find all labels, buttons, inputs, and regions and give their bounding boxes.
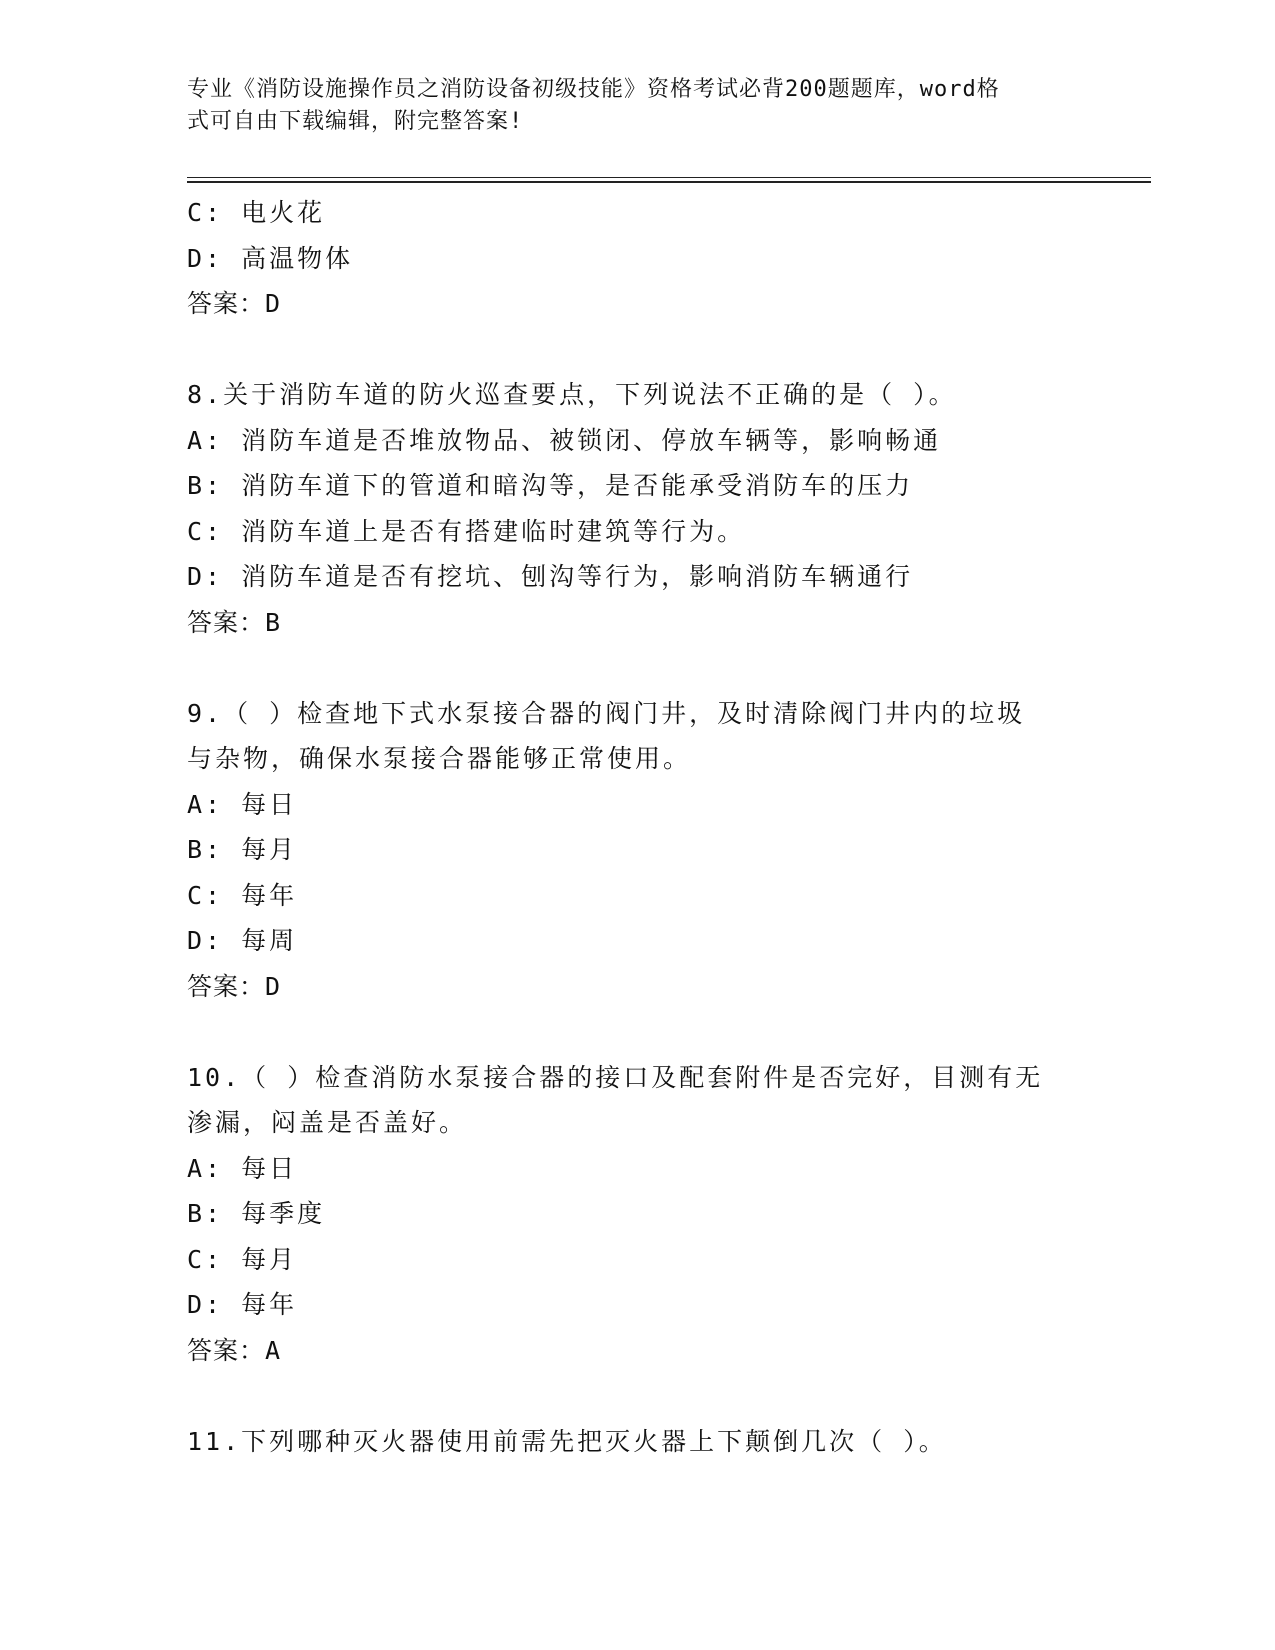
option-c: C: 每年 <box>187 880 298 910</box>
question-stem-continued: 渗漏，闷盖是否盖好。 <box>187 1108 468 1137</box>
answer-value: D <box>265 289 284 318</box>
answer-label: 答案： <box>187 289 266 318</box>
question-10 <box>187 1055 1087 1374</box>
option-a: A: 每日 <box>187 789 298 819</box>
option-a: A: 每日 <box>187 1153 298 1183</box>
answer-line <box>187 600 1087 646</box>
question-gap <box>187 327 1087 373</box>
option-b: B: 每月 <box>187 835 298 864</box>
question-stem: 9.（ ）检查地下式水泵接合器的阀门井，及时清除阀门井内的垃圾 <box>187 698 1026 728</box>
option-d: D: 消防车道是否有挖坑、刨沟等行为，影响消防车辆通行 <box>187 562 914 591</box>
answer-label: 答案： <box>187 607 266 637</box>
answer-label: 答案： <box>187 971 266 1001</box>
option-b: B: 每季度 <box>187 1199 326 1228</box>
document-header <box>187 74 1067 138</box>
option-c: C: 每月 <box>187 1244 298 1274</box>
option-d: D: 高温物体 <box>187 243 354 273</box>
question-gap <box>187 1009 1087 1055</box>
header-rule-thick <box>187 181 1151 183</box>
question-gap <box>187 1373 1087 1419</box>
question-stem: 8.关于消防车道的防火巡查要点，下列说法不正确的是（ ）。 <box>187 380 957 409</box>
question-list <box>187 190 1087 1464</box>
option-b: B: 消防车道下的管道和暗沟等，是否能承受消防车的压力 <box>187 471 914 500</box>
option-d: D: 每周 <box>187 926 298 955</box>
header-line: 专业《消防设施操作员之消防设备初级技能》资格考试必背200题题库，word格 <box>187 77 1000 102</box>
option-a: A: 消防车道是否堆放物品、被锁闭、停放车辆等，影响畅通 <box>187 425 942 455</box>
question-stem: 11.下列哪种灭火器使用前需先把灭火器上下颠倒几次（ ）。 <box>187 1426 947 1456</box>
question-9 <box>187 691 1087 1010</box>
header-line: 式可自由下载编辑，附完整答案! <box>187 109 524 134</box>
answer-line <box>187 281 1087 327</box>
question-gap <box>187 645 1087 691</box>
answer-value: D <box>265 971 284 1001</box>
answer-line <box>187 1328 1087 1374</box>
answer-label: 答案： <box>187 1335 266 1365</box>
answer-value: B <box>265 607 284 637</box>
option-c: C: 电火花 <box>187 198 326 227</box>
question-11 <box>187 1419 1087 1465</box>
answer-line <box>187 964 1087 1010</box>
question-stem: 10.（ ）检查消防水泵接合器的接口及配套附件是否完好，目测有无 <box>187 1062 1044 1092</box>
option-c: C: 消防车道上是否有搭建临时建筑等行为。 <box>187 516 746 546</box>
answer-value: A <box>265 1335 284 1365</box>
option-d: D: 每年 <box>187 1290 298 1319</box>
header-rule-thin <box>187 177 1151 178</box>
question-8 <box>187 372 1087 645</box>
question-7 <box>187 190 1087 327</box>
question-stem-continued: 与杂物，确保水泵接合器能够正常使用。 <box>187 744 692 773</box>
